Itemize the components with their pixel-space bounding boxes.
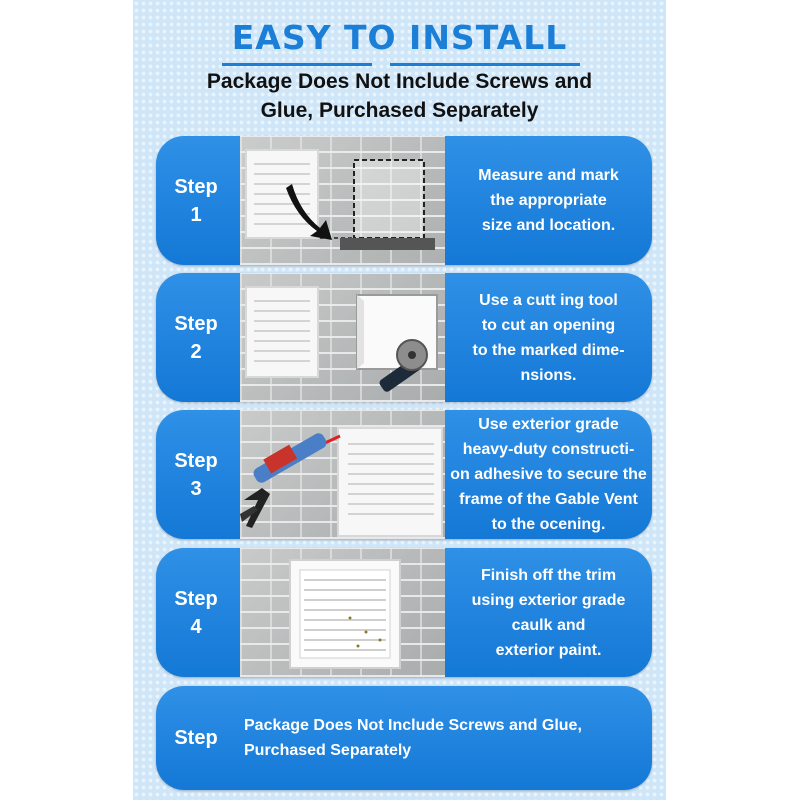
step-card-2 (156, 273, 652, 402)
step-text-line: Package Does Not Include Screws and Glue, (244, 717, 582, 734)
step-text-line: to the marked dime- (472, 341, 625, 359)
applying-adhesive-photo (240, 410, 445, 539)
step-description (445, 410, 652, 539)
step-label-number: 3 (190, 477, 202, 500)
step-text-line: to the ocening. (491, 516, 606, 533)
step-text-line: Use a cutt ing tool (479, 291, 618, 309)
cutting-opening-photo (240, 273, 445, 402)
step-text-line: Finish off the trim (480, 566, 617, 584)
step-description (445, 273, 652, 402)
step-text-line: heavy-duty constructi- (462, 441, 635, 458)
step-text-line: on adhesive to secure the (450, 466, 647, 483)
step-text-line: caulk and (511, 616, 586, 634)
step-text-line: Measure and mark (478, 167, 619, 184)
step-label (156, 686, 236, 790)
step-card-4 (156, 548, 652, 677)
step-card-1 (156, 136, 652, 265)
step-text-line: exterior paint. (495, 641, 602, 659)
step-label (156, 136, 236, 265)
step-text-line: nsions. (520, 366, 577, 384)
step-description (445, 136, 652, 265)
subtitle-line-1: Package Does Not Include Screws and (206, 70, 593, 93)
step-text-line: using exterior grade (471, 591, 626, 609)
step-label (156, 410, 236, 539)
finished-vent-photo (240, 548, 445, 677)
title-underline-left (222, 63, 372, 66)
step-card-3 (156, 410, 652, 539)
step-label-word: Step (174, 727, 218, 749)
step-description (445, 548, 652, 677)
step-text-line: frame of the Gable Vent (459, 491, 638, 508)
step-text-line: Purchased Separately (244, 742, 412, 759)
step-label-word: Step (174, 449, 218, 472)
title-underline-right (390, 63, 580, 66)
step-label-word: Step (174, 312, 218, 335)
page-subtitle (133, 67, 666, 125)
vent-and-marked-outline-photo (240, 136, 445, 265)
step-label-word: Step (174, 587, 218, 610)
step-text-line: Use exterior grade (478, 416, 619, 433)
step-label-number: 2 (190, 340, 202, 363)
step-description (244, 686, 652, 790)
subtitle-line-2: Glue, Purchased Separately (260, 99, 539, 122)
step-label-number: 1 (190, 203, 202, 226)
step-label (156, 273, 236, 402)
step-label-number: 4 (190, 615, 202, 638)
step-text-line: size and location. (481, 217, 616, 234)
step-label-word: Step (174, 175, 218, 198)
install-poster (133, 0, 666, 800)
step-label (156, 548, 236, 677)
step-card-note (156, 686, 652, 790)
step-text-line: to cut an opening (481, 316, 616, 334)
page-title: EASY TO INSTALL (231, 18, 568, 57)
step-text-line: the appropriate (490, 192, 607, 209)
